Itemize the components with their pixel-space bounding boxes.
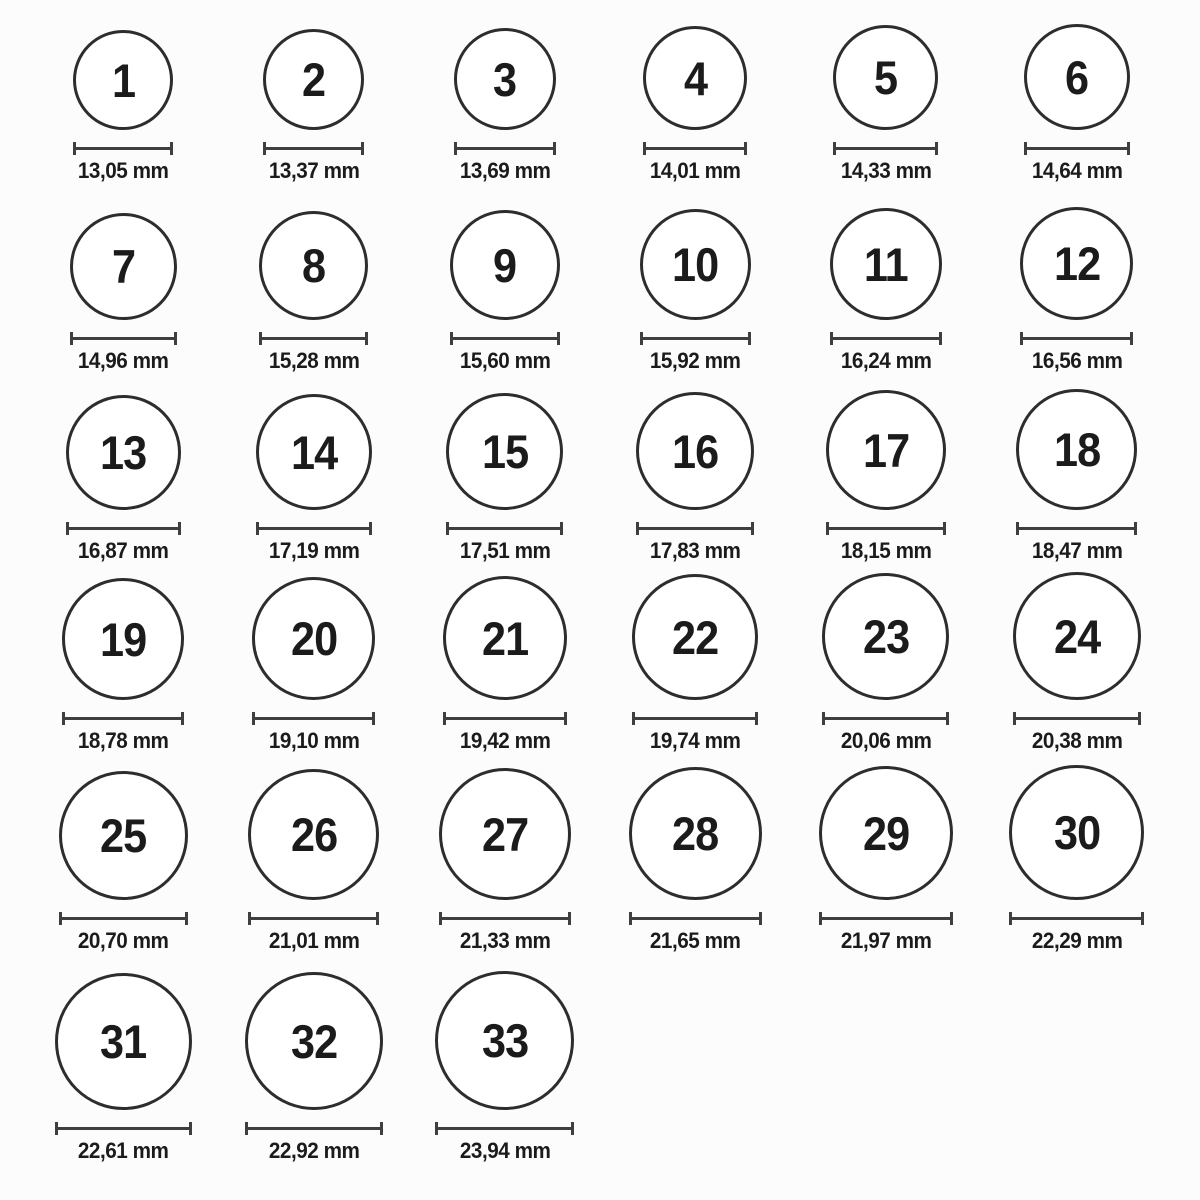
ring-size-number: 27: [481, 807, 528, 861]
diameter-measure-bar: [1027, 147, 1127, 150]
diameter-label: 13,37 mm: [268, 158, 360, 183]
diameter-measure-line: [830, 332, 942, 345]
ring-size-number: 6: [1065, 50, 1089, 104]
diameter-measure-line: [446, 522, 563, 535]
ring-size-number: 20: [290, 612, 338, 665]
diameter-measure-bar: [822, 917, 950, 920]
diameter-label: 20,38 mm: [1031, 728, 1122, 753]
diameter-measure-line: [245, 1122, 383, 1135]
diameter-measure-line: [819, 912, 953, 925]
ring-size-number: 29: [862, 806, 910, 860]
diameter-measure-line: [454, 142, 556, 155]
diameter-measure-line: [59, 912, 188, 925]
ring-size-number: 24: [1053, 609, 1100, 663]
ring-size-cell: [409, 960, 600, 1170]
diameter-measure-bar: [58, 1127, 189, 1130]
ring-size-cell: [600, 0, 791, 190]
diameter-measure-line: [643, 142, 747, 155]
ring-circle: [443, 576, 567, 700]
diameter-measure-line: [636, 522, 754, 535]
diameter-measure-line: [1020, 332, 1133, 345]
ring-size-number: 32: [290, 1014, 338, 1068]
ring-circle: [1013, 572, 1141, 700]
diameter-label: 16,24 mm: [840, 348, 932, 373]
ring-size-cell: [409, 760, 600, 960]
diameter-measure-bar: [262, 337, 365, 340]
ring-size-number: 26: [290, 808, 338, 861]
diameter-measure-bar: [449, 527, 560, 530]
diameter-label: 14,33 mm: [840, 158, 932, 183]
ring-size-number: 25: [100, 809, 147, 862]
ring-size-cell: [219, 960, 410, 1170]
diameter-measure-line: [66, 522, 181, 535]
ring-circle: [259, 211, 368, 320]
ring-size-number: 8: [302, 239, 326, 292]
ring-size-number: 14: [290, 425, 338, 479]
diameter-label: 19,42 mm: [459, 728, 550, 753]
ring-size-cell: [600, 190, 791, 380]
ring-circle: [1009, 765, 1144, 900]
diameter-label: 18,15 mm: [840, 538, 932, 563]
ring-circle: [59, 771, 188, 900]
ring-size-number: 3: [493, 52, 517, 106]
ring-circle: [1016, 389, 1137, 510]
diameter-measure-bar: [829, 527, 943, 530]
ring-size-cell: [981, 570, 1172, 760]
diameter-measure-bar: [643, 337, 748, 340]
ring-size-cell: [791, 0, 982, 190]
diameter-label: 21,33 mm: [459, 928, 550, 953]
ring-size-number: 4: [683, 51, 707, 105]
diameter-measure-bar: [255, 717, 372, 720]
ring-size-cell: [28, 570, 219, 760]
diameter-label: 15,60 mm: [459, 348, 550, 373]
ring-size-cell: [791, 380, 982, 570]
diameter-measure-line: [833, 142, 938, 155]
diameter-measure-bar: [69, 527, 178, 530]
ring-size-number: 31: [100, 1015, 147, 1068]
ring-circle: [70, 213, 177, 320]
diameter-measure-bar: [632, 917, 759, 920]
diameter-measure-bar: [446, 717, 564, 720]
diameter-label: 18,47 mm: [1031, 538, 1122, 563]
ring-size-cell: [219, 0, 410, 190]
diameter-measure-bar: [442, 917, 568, 920]
diameter-label: 22,61 mm: [78, 1138, 169, 1163]
diameter-measure-line: [439, 912, 571, 925]
ring-size-cell: [791, 190, 982, 380]
diameter-measure-bar: [251, 917, 376, 920]
diameter-label: 20,06 mm: [840, 728, 932, 753]
diameter-label: 17,83 mm: [650, 538, 741, 563]
ring-circle: [435, 971, 574, 1110]
diameter-measure-bar: [1016, 717, 1138, 720]
ring-size-number: 7: [111, 240, 135, 293]
diameter-label: 13,05 mm: [78, 158, 169, 183]
ring-circle: [822, 573, 949, 700]
diameter-measure-bar: [833, 337, 939, 340]
ring-size-cell: [981, 190, 1172, 380]
diameter-measure-line: [263, 142, 364, 155]
diameter-label: 14,01 mm: [650, 158, 741, 183]
diameter-label: 13,69 mm: [459, 158, 550, 183]
diameter-measure-line: [259, 332, 368, 345]
ring-circle: [454, 28, 556, 130]
diameter-measure-line: [252, 712, 375, 725]
ring-circle: [263, 29, 364, 130]
ring-size-cell: [791, 570, 982, 760]
ring-size-cell: [409, 570, 600, 760]
diameter-measure-line: [629, 912, 762, 925]
ring-size-cell: [219, 570, 410, 760]
diameter-label: 18,78 mm: [78, 728, 169, 753]
ring-size-grid: [28, 0, 1172, 1170]
ring-circle: [252, 577, 375, 700]
ring-circle: [830, 208, 942, 320]
ring-size-number: 23: [862, 610, 910, 663]
ring-circle: [62, 578, 184, 700]
diameter-label: 19,10 mm: [268, 728, 360, 753]
ring-size-cell: [409, 190, 600, 380]
diameter-measure-line: [1016, 522, 1137, 535]
diameter-measure-bar: [62, 917, 185, 920]
ring-circle: [636, 392, 754, 510]
ring-size-number: 17: [862, 423, 910, 477]
ring-size-number: 10: [672, 238, 719, 291]
ring-circle: [256, 394, 372, 510]
diameter-measure-bar: [646, 147, 744, 150]
diameter-measure-line: [248, 912, 379, 925]
ring-circle: [439, 768, 571, 900]
diameter-measure-bar: [453, 337, 557, 340]
diameter-measure-bar: [438, 1127, 571, 1130]
diameter-measure-line: [1013, 712, 1141, 725]
diameter-measure-line: [450, 332, 560, 345]
diameter-measure-line: [62, 712, 184, 725]
diameter-measure-line: [73, 142, 173, 155]
ring-circle: [245, 972, 383, 1110]
ring-size-cell: [791, 760, 982, 960]
diameter-measure-bar: [76, 147, 170, 150]
diameter-measure-bar: [457, 147, 553, 150]
ring-size-cell: [600, 380, 791, 570]
diameter-label: 22,29 mm: [1031, 928, 1122, 953]
diameter-label: 15,28 mm: [268, 348, 360, 373]
ring-size-number: 30: [1053, 806, 1100, 859]
ring-size-cell: [28, 190, 219, 380]
ring-size-cell: [409, 0, 600, 190]
ring-size-cell: [981, 760, 1172, 960]
ring-size-number: 11: [864, 237, 908, 291]
diameter-label: 23,94 mm: [459, 1138, 550, 1163]
diameter-measure-line: [443, 712, 567, 725]
ring-size-number: 22: [672, 610, 719, 664]
ring-size-cell: [981, 0, 1172, 190]
ring-size-number: 16: [672, 424, 719, 478]
diameter-measure-line: [822, 712, 949, 725]
diameter-label: 21,65 mm: [650, 928, 741, 953]
ring-size-number: 1: [111, 53, 135, 107]
diameter-measure-bar: [248, 1127, 380, 1130]
diameter-label: 16,56 mm: [1031, 348, 1122, 373]
ring-circle: [55, 973, 192, 1110]
ring-size-cell: [219, 380, 410, 570]
ring-size-number: 21: [481, 611, 528, 665]
ring-circle: [66, 395, 181, 510]
ring-circle: [1024, 24, 1130, 130]
ring-circle: [629, 767, 762, 900]
ring-size-cell: [600, 760, 791, 960]
ring-size-cell: [981, 380, 1172, 570]
ring-size-number: 9: [493, 238, 517, 292]
ring-circle: [833, 25, 938, 130]
ring-circle: [446, 393, 563, 510]
diameter-measure-bar: [635, 717, 755, 720]
diameter-measure-line: [632, 712, 758, 725]
diameter-measure-bar: [1019, 527, 1134, 530]
diameter-measure-bar: [259, 527, 369, 530]
diameter-measure-line: [435, 1122, 574, 1135]
ring-circle: [632, 574, 758, 700]
ring-size-cell: [28, 380, 219, 570]
diameter-label: 21,97 mm: [840, 928, 932, 953]
ring-size-cell: [219, 760, 410, 960]
ring-size-cell: [219, 190, 410, 380]
ring-size-number: 33: [481, 1014, 528, 1067]
diameter-measure-line: [640, 332, 751, 345]
diameter-label: 15,92 mm: [650, 348, 741, 373]
diameter-label: 17,51 mm: [459, 538, 550, 563]
diameter-measure-line: [55, 1122, 192, 1135]
diameter-measure-bar: [73, 337, 174, 340]
ring-circle: [643, 26, 747, 130]
diameter-label: 17,19 mm: [268, 538, 360, 563]
ring-size-cell: [600, 570, 791, 760]
diameter-label: 22,92 mm: [268, 1138, 360, 1163]
diameter-measure-line: [70, 332, 177, 345]
ring-size-number: 13: [100, 426, 147, 479]
ring-circle: [1020, 207, 1133, 320]
ring-size-number: 18: [1053, 423, 1100, 476]
diameter-measure-bar: [825, 717, 946, 720]
diameter-label: 14,64 mm: [1031, 158, 1122, 183]
ring-size-number: 2: [302, 53, 326, 106]
ring-size-number: 5: [874, 51, 898, 104]
ring-size-number: 15: [481, 425, 528, 478]
diameter-label: 19,74 mm: [650, 728, 741, 753]
ring-circle: [826, 390, 946, 510]
ring-size-cell: [409, 380, 600, 570]
diameter-measure-bar: [836, 147, 935, 150]
ring-circle: [450, 210, 560, 320]
diameter-label: 16,87 mm: [78, 538, 169, 563]
diameter-measure-bar: [1012, 917, 1141, 920]
diameter-measure-line: [1024, 142, 1130, 155]
diameter-measure-bar: [639, 527, 751, 530]
ring-size-number: 19: [100, 612, 147, 666]
diameter-measure-line: [826, 522, 946, 535]
diameter-measure-bar: [266, 147, 361, 150]
ring-circle: [248, 769, 379, 900]
ring-size-number: 12: [1053, 237, 1100, 290]
ring-size-cell: [28, 760, 219, 960]
ring-circle: [640, 209, 751, 320]
diameter-measure-line: [1009, 912, 1144, 925]
ring-circle: [819, 766, 953, 900]
diameter-label: 20,70 mm: [78, 928, 169, 953]
diameter-measure-bar: [65, 717, 181, 720]
ring-circle: [73, 30, 173, 130]
ring-size-cell: [28, 960, 219, 1170]
ring-size-cell: [28, 0, 219, 190]
diameter-label: 14,96 mm: [78, 348, 169, 373]
diameter-measure-line: [256, 522, 372, 535]
diameter-measure-bar: [1023, 337, 1130, 340]
ring-size-number: 28: [672, 807, 719, 860]
diameter-label: 21,01 mm: [268, 928, 360, 953]
